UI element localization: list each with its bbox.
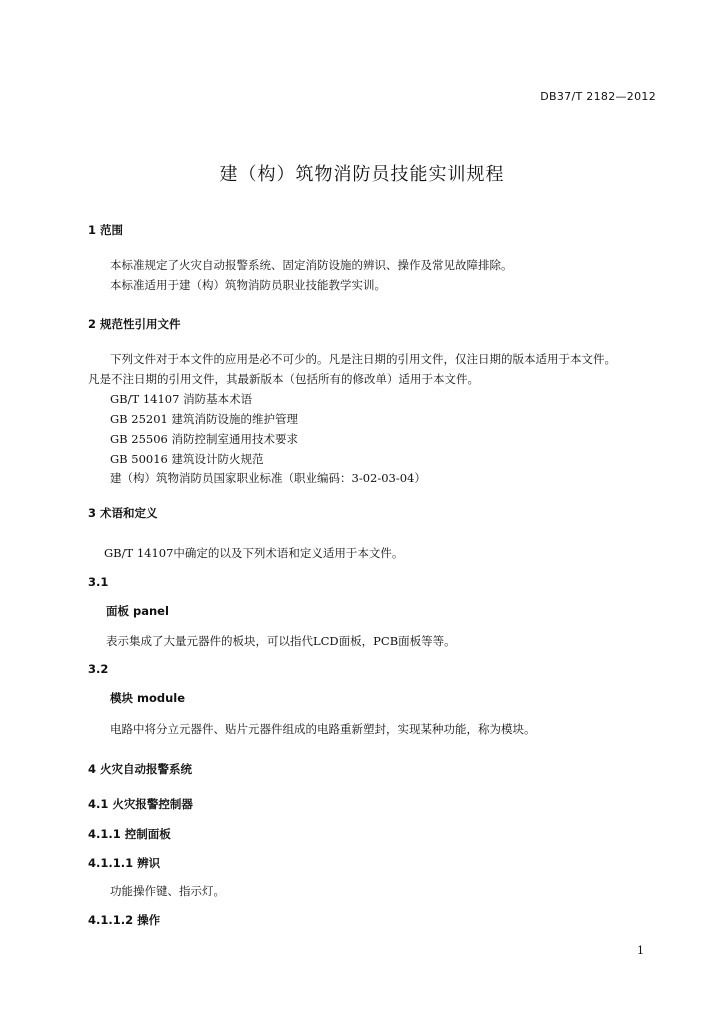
section-4-1-1-1-paragraph: 功能操作键、指示灯。: [110, 884, 225, 898]
section-3-heading: 3 术语和定义: [88, 506, 158, 520]
term-3-1-number: 3.1: [88, 575, 109, 589]
section-4-heading: 4 火灾自动报警系统: [88, 762, 193, 776]
term-3-2-definition: 电路中将分立元器件、贴片元器件组成的电路重新塑封，实现某种功能，称为模块。: [110, 722, 536, 736]
section-4-1-heading: 4.1 火灾报警控制器: [88, 797, 193, 811]
section-4-1-1-heading: 4.1.1 控制面板: [88, 827, 171, 841]
section-4-1-1-2-heading: 4.1.1.2 操作: [88, 913, 161, 927]
reference-item: GB 25506 消防控制室通用技术要求: [110, 432, 299, 446]
section-1-paragraph-1: 本标准规定了火灾自动报警系统、固定消防设施的辨识、操作及常见故障排除。: [110, 258, 513, 272]
section-2-heading: 2 规范性引用文件: [88, 317, 181, 331]
section-1-heading: 1 范围: [88, 223, 124, 237]
section-1-paragraph-2: 本标准适用于建（构）筑物消防员职业技能教学实训。: [110, 278, 386, 292]
term-3-1-name: 面板 panel: [106, 604, 169, 618]
reference-item: GB/T 14107 消防基本术语: [110, 392, 253, 406]
term-3-2-name: 模块 module: [110, 691, 186, 705]
standard-number: DB37/T 2182—2012: [540, 90, 656, 103]
term-3-1-definition: 表示集成了大量元器件的板块，可以指代LCD面板，PCB面板等等。: [106, 634, 456, 648]
section-4-1-1-1-heading: 4.1.1.1 辨识: [88, 856, 161, 870]
reference-item: GB 50016 建筑设计防火规范: [110, 452, 264, 466]
page-number: 1: [637, 944, 644, 957]
section-2-paragraph-line-1: 下列文件对于本文件的应用是必不可少的。凡是注日期的引用文件，仅注日期的版本适用于本文件。: [110, 352, 616, 366]
section-2-paragraph-line-2: 凡是不注日期的引用文件，其最新版本（包括所有的修改单）适用于本文件。: [88, 372, 479, 386]
document-title: 建（构）筑物消防员技能实训规程: [219, 164, 505, 185]
reference-item: GB 25201 建筑消防设施的维护管理: [110, 412, 299, 426]
section-3-paragraph: GB/T 14107中确定的以及下列术语和定义适用于本文件。: [104, 546, 404, 560]
term-3-2-number: 3.2: [88, 662, 109, 676]
reference-item: 建（构）筑物消防员国家职业标准（职业编码：3-02-03-04）: [110, 471, 426, 485]
